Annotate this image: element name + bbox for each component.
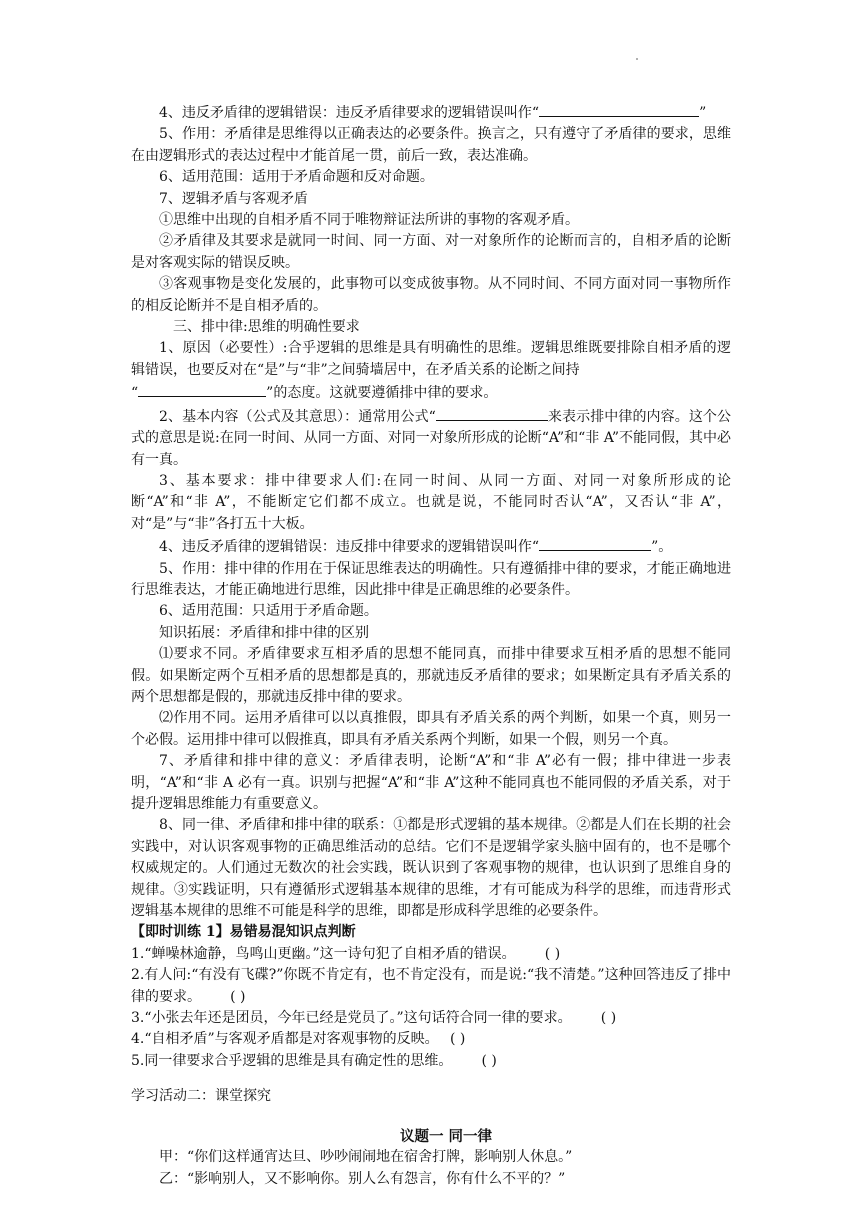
fill-blank-2[interactable] [138,381,266,397]
answer-paren-4[interactable]: ( ) [449,1031,466,1048]
fill-blank-4[interactable] [539,535,651,551]
answer-paren-5[interactable]: ( ) [481,1052,497,1069]
paragraph-difference-function: ⑵作用不同。运用矛盾律可以以真推假，即具有矛盾关系的两个判断，如果一个真，则另一个必假。运用排中律可以假推真，即具有矛盾关系两个判断，如果一个假，则另一个真。 [131,710,731,748]
text: 2.有人问:“有没有飞碟?”你既不肯定有，也不肯定没有，而是说:“我不清楚。”这种回答违反了排中律的要求。 [131,967,731,1005]
text: 4、违反矛盾律的逻辑错误：违反排中律要求的逻辑错误叫作“ [159,539,540,556]
fill-blank-3[interactable] [436,405,548,421]
text: ”。 [651,539,673,556]
training-item-5 [131,1051,731,1072]
paragraph-difference-requirement: ⑴要求不同。矛盾律要求互相矛盾的思想不能同真，而排中律要求互相矛盾的思想不能同假。如果断定两个互相矛盾的思想都是真的，那就违反矛盾律的要求；如果断定具有矛盾关系的两个思想都是假的，那就违反排中律的要求。 [131,646,731,705]
training-item-4 [131,1029,731,1050]
text: 4、违反矛盾律的逻辑错误：违反矛盾律要求的逻辑错误叫作“ [159,105,540,121]
training-item-1 [131,944,731,965]
text: ” [699,105,707,121]
section-heading-excluded-middle: 三、排中律:思维的明确性要求 [173,319,360,336]
text: 2、基本内容（公式及其意思）：通常用公式“ [159,408,436,425]
paragraph-logical-vs-objective: 7、逻辑矛盾与客观矛盾 [159,190,308,207]
paragraph-excluded-middle-reason [131,338,731,404]
text: 4.“自相矛盾”与客观矛盾都是对客观事物的反映。 [131,1031,439,1048]
answer-paren-3[interactable]: ( ) [600,1010,617,1027]
paragraph-point-2: ②矛盾律及其要求是就同一时间、同一方面、对一对象所作的论断而言的，自相矛盾的论断是对客观实际的错误反映。 [131,233,731,271]
paragraph-excluded-middle-requirement: 3、基本要求：排中律要求人们:在同一时间、从同一方面、对同一对象所形成的论断“A”和“非 A”，不能断定它们都不成立。也就是说，不能同时否认“A”，又否认“非 A”，对“是”与“非”各打五十大板。 [131,472,731,532]
paragraph-excluded-middle-scope: 6、适用范围：只适用于矛盾命题。 [159,603,378,620]
activity-title: 学习活动二：课堂探究 [131,1088,271,1105]
paragraph-connection: 8、同一律、矛盾律和排中律的联系：①都是形式逻辑的基本规律。②都是人们在长期的社会实践中，对认识客观事物的正确思维活动的总结。它们不是逻辑学家头脑中固有的，也不是哪个权威规定的。人们通过无数次的社会实践，既认识到了客观事物的规律，也认识到了思维自身的规律。③实践证明，只有遵循形式逻辑基本规律的思维，才有可能成为科学的思维，而违背形式逻辑基本规律的思维不可能是科学的思维，即都是形成科学思维的必要条件。 [131,817,731,920]
dialog-line-yi: 乙：“影响别人，又不影响你。别人么有怨言，你有什么不平的？” [159,1170,566,1187]
text: 来表示排中律的内容。这个公式的意思是说:在同一时间、从同一方面、对同一对象所形成的论断“A”和“非 A”不能同假，其中必有一真。 [131,408,731,468]
paragraph-contradiction-scope: 6、适用范围：适用于矛盾命题和反对命题。 [159,169,434,186]
text: 5.同一律要求合乎逻辑的思维是具有确定性的思维。 [131,1052,453,1069]
topic-heading: 议题一 同一律 [399,1127,493,1145]
paragraph-contradiction-function: 5、作用：矛盾律是思维得以正确表达的必要条件。换言之，只有遵守了矛盾律的要求，思维在由逻辑形式的表达过程中才能首尾一贯，前后一致，表达准确。 [131,126,731,164]
paragraph-contradiction-error [131,101,731,124]
paragraph-excluded-middle-error [131,535,731,558]
dialog-line-jia: 甲：“你们这样通宵达旦、吵吵闹闹地在宿舍打牌，影响别人休息。” [159,1149,573,1166]
training-item-2 [131,965,731,1008]
text: ”的态度。这就要遵循排中律的要求。 [266,385,498,402]
spacer [131,1072,731,1086]
text: 1.“蝉噪林逾静，鸟鸣山更幽。”这一诗句犯了自相矛盾的错误。 [131,945,516,962]
paragraph-point-3: ③客观事物是变化发展的，此事物可以变成彼事物。从不同时间、不同方面对同一事物所作的相反论断并不是自相矛盾的。 [131,276,731,314]
fill-blank-1[interactable] [539,101,699,117]
paragraph-knowledge-extension: 知识拓展：矛盾律和排中律的区别 [159,624,369,641]
text: 1、原因（必要性）:合乎逻辑的思维是具有明确性的思维。逻辑思维既要排除自相矛盾的逻辑错误，也要反对在“是”与“非”之间骑墙居中，在矛盾关系的论断之间持 [131,340,731,378]
answer-paren-2[interactable]: ( ) [230,988,246,1005]
text: 3.“小张去年还是团员，今年已经是党员了。”这句话符合同一律的要求。 [131,1010,572,1027]
training-title: 【即时训练 1】易错易混知识点判断 [131,924,356,941]
page-mark [636,58,638,60]
paragraph-point-1: ①思维中出现的自相矛盾不同于唯物辩证法所讲的事物的客观矛盾。 [159,212,579,229]
training-item-3 [131,1008,731,1029]
text: “ [131,385,139,402]
answer-paren-1[interactable]: ( ) [544,945,561,962]
paragraph-excluded-middle-content [131,405,731,471]
document-body [131,101,731,1190]
spacer [131,1108,731,1126]
paragraph-excluded-middle-function: 5、作用：排中律的作用在于保证思维表达的明确性。只有遵循排中律的要求，才能正确地进行思维表达，才能正确地进行思维，因此排中律是正确思维的必要条件。 [131,560,731,598]
paragraph-significance: 7、矛盾律和排中律的意义：矛盾律表明，论断“A”和“非 A”必有一假；排中律进一步表明，“A”和“非 A 必有一真。识别与把握“A”和“非 A”这种不能同真也不能同假的矛盾关系，对于提升逻辑思维能力有重要意义。 [131,753,731,812]
